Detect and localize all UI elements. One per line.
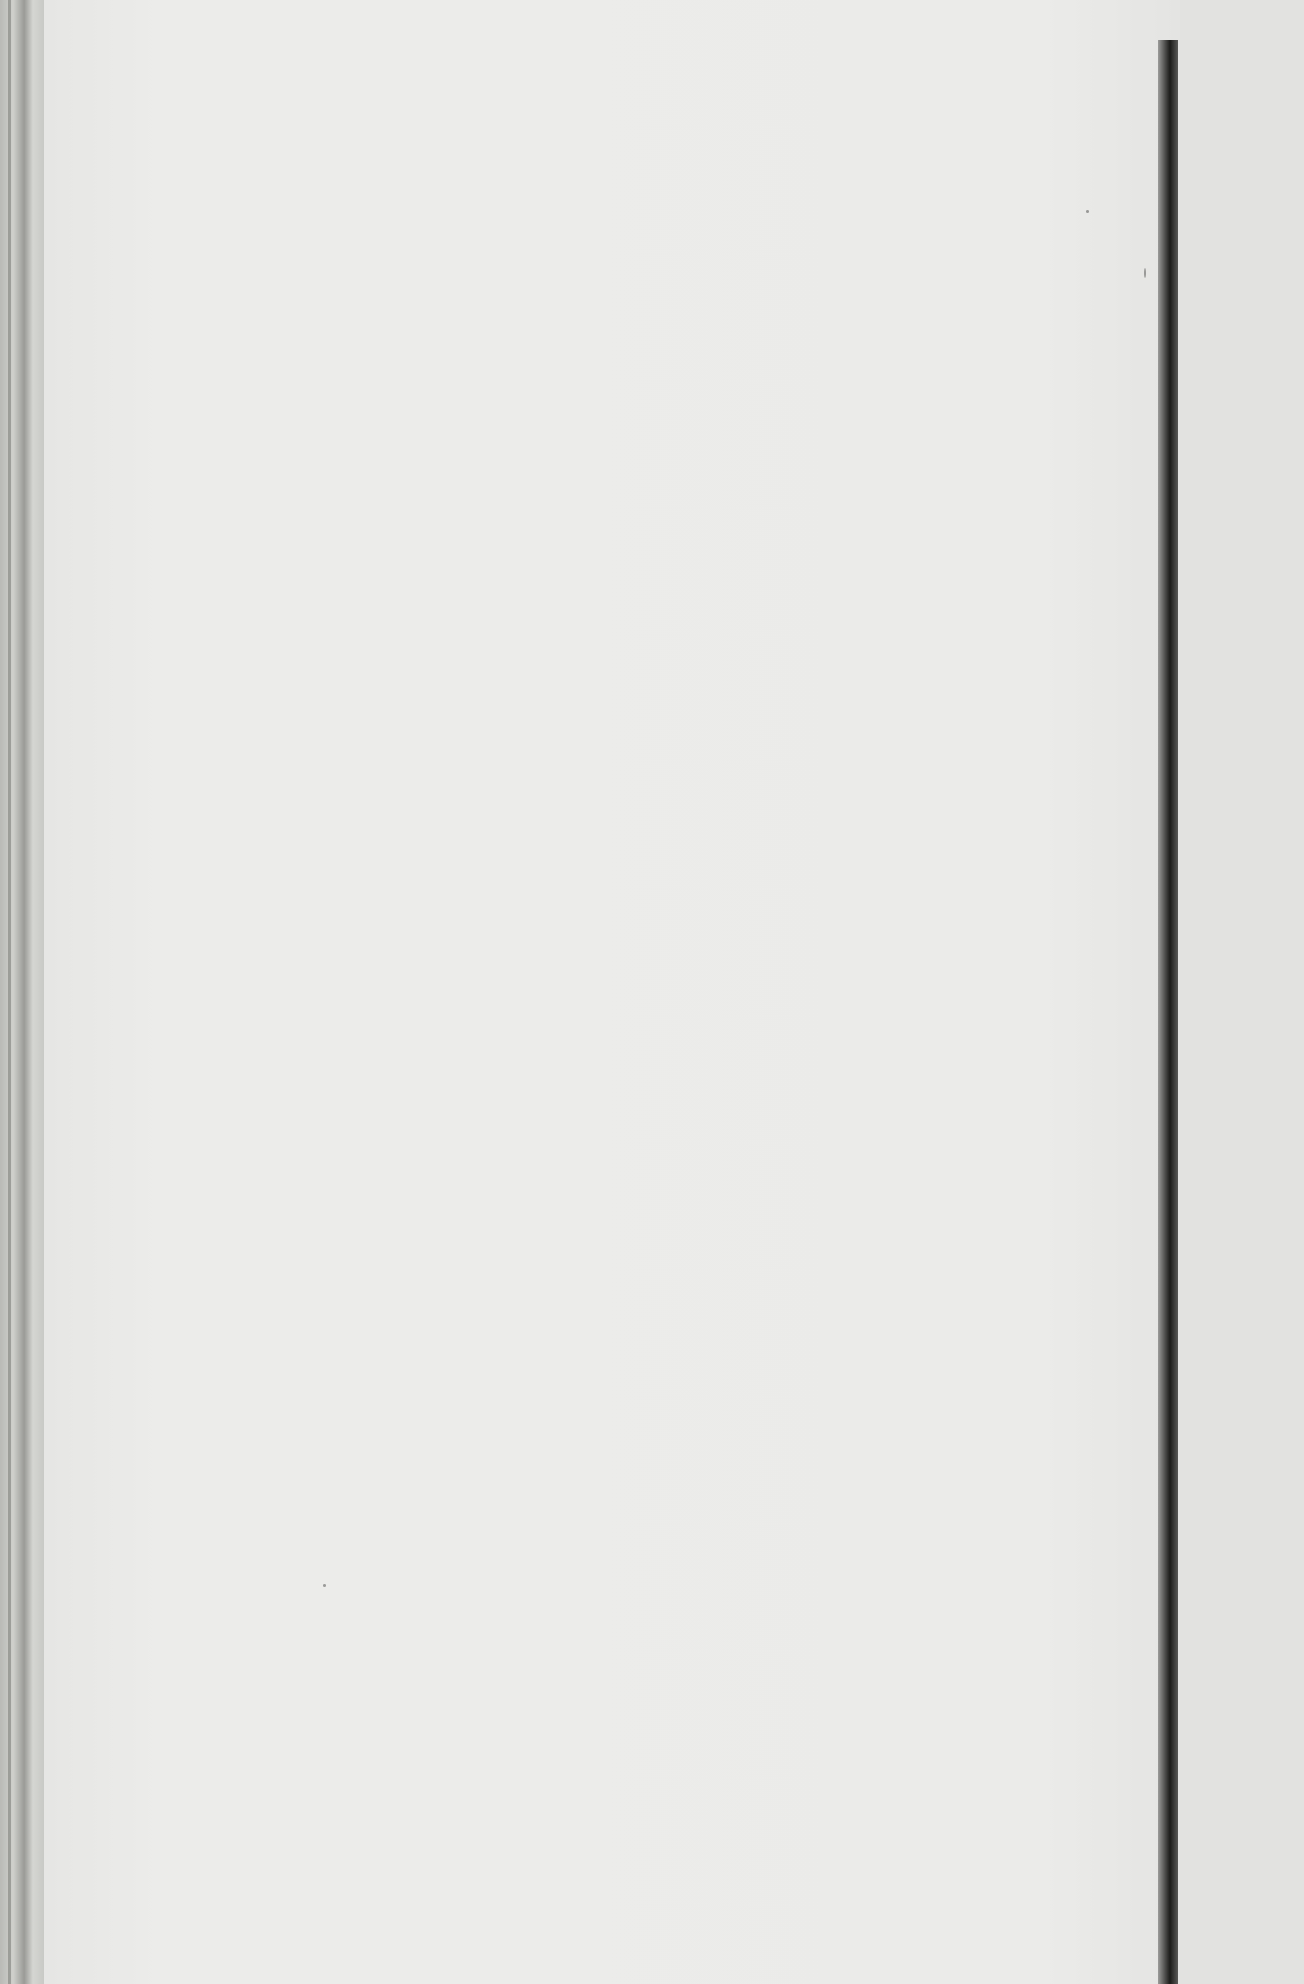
- length-line: [246, 1312, 1146, 1354]
- text-line: [246, 1086, 1146, 1128]
- text-line: [246, 1396, 1146, 1438]
- text-line: [246, 960, 1146, 1002]
- text-line: [246, 320, 1146, 362]
- text-line: [246, 918, 1146, 960]
- text-line: [246, 572, 1146, 614]
- text-line: [246, 530, 1146, 572]
- text-line: [246, 876, 1146, 918]
- paragraph-1: [246, 236, 1146, 320]
- text-line: [246, 1002, 1146, 1044]
- text-line: [246, 1438, 1146, 1480]
- paper-speck: [1144, 268, 1146, 278]
- text-line: [246, 236, 1146, 278]
- text-line: [246, 1522, 1146, 1564]
- paper-speck: [1086, 210, 1089, 213]
- paragraph-3: [246, 708, 1146, 1170]
- paper-speck: [323, 1584, 326, 1587]
- text-line: [246, 750, 1146, 792]
- species-description: [246, 1312, 1146, 1606]
- text-line: [246, 404, 1146, 446]
- book-edge: [0, 0, 44, 1984]
- book-gutter: [1158, 40, 1178, 1984]
- text-line: [246, 1564, 1146, 1606]
- winter-line: [246, 1480, 1146, 1522]
- facing-page: [1180, 0, 1304, 1984]
- text-line: [246, 1128, 1146, 1170]
- text-line: [246, 834, 1146, 876]
- text-line: [246, 708, 1146, 750]
- text-line: [246, 362, 1146, 404]
- paragraph-2: [246, 320, 1146, 698]
- text-line: [246, 656, 1146, 698]
- text-line: [246, 1044, 1146, 1086]
- running-head: [252, 168, 1152, 216]
- text-line: [246, 614, 1146, 656]
- text-line: [246, 278, 1146, 320]
- text-line: [246, 446, 1146, 488]
- text-line: [246, 488, 1146, 530]
- text-line: [246, 792, 1146, 834]
- male-female-line: [246, 1354, 1146, 1396]
